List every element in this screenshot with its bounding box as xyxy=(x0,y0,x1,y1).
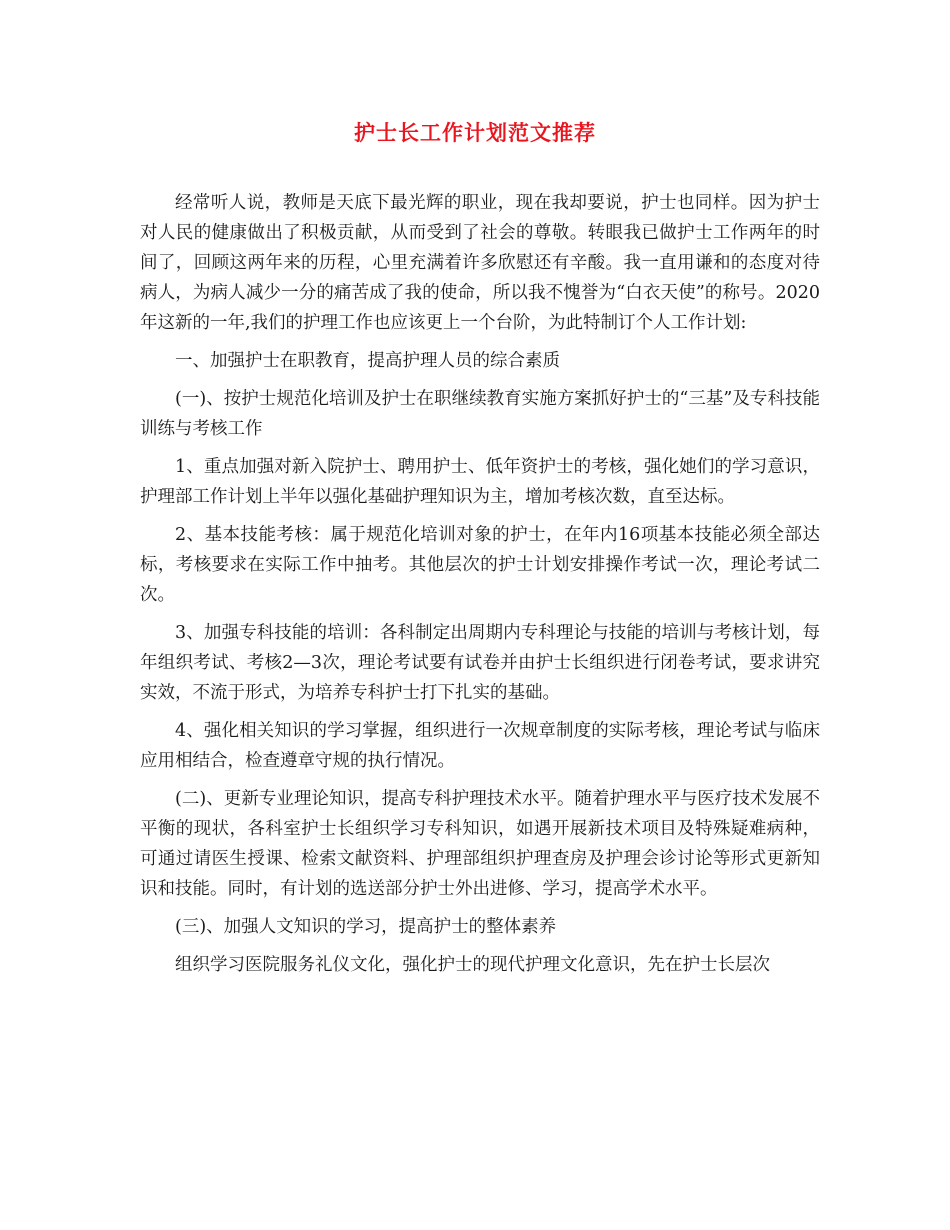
subheading-2: (二)、更新专业理论知识，提高专科护理技术水平。随着护理水平与医疗技术发展不平衡的现状，各科室护士长组织学习专科知识，如遇开展新技术项目及特殊疑难病种，可通过请医生授课、检索文献资料、护理部组织护理查房及护理会诊讨论等形式更新知识和技能。同时，有计划的选送部分护士外出进修、学习，提高学术水平。 xyxy=(140,789,820,899)
list-item-4: 4、强化相关知识的学习掌握，组织进行一次规章制度的实际考核，理论考试与临床应用相结合，检查遵章守规的执行情况。 xyxy=(140,721,820,771)
heading-section-1: 一、加强护士在职教育，提高护理人员的综合素质 xyxy=(175,351,560,371)
document-title: 护士长工作计划范文推荐 xyxy=(354,120,596,145)
paragraph-last: 组织学习医院服务礼仪文化，强化护士的现代护理文化意识，先在护士长层次 xyxy=(175,955,770,975)
paragraph-intro: 经常听人说，教师是天底下最光辉的职业，现在我却要说，护士也同样。因为护士对人民的健康做出了积极贡献，从而受到了社会的尊敬。转眼我已做护士工作两年的时间了，回顾这两年来的历程，心里充满着许多欣慰还有辛酸。我一直用谦和的态度对待病人，为病人减少一分的痛苦成了我的使命，所以我不愧誉为“白衣天使”的称号。2020年这新的一年,我们的护理工作也应该更上一个台阶，为此特制订个人工作计划: xyxy=(140,193,820,333)
list-item-1: 1、重点加强对新入院护士、聘用护士、低年资护士的考核，强化她们的学习意识，护理部工作计划上半年以强化基础护理知识为主，增加考核次数，直至达标。 xyxy=(140,457,820,507)
list-item-2: 2、基本技能考核：属于规范化培训对象的护士，在年内16项基本技能必须全部达标，考核要求在实际工作中抽考。其他层次的护士计划安排操作考试一次，理论考试二次。 xyxy=(140,525,820,605)
subheading-1: (一)、按护士规范化培训及护士在职继续教育实施方案抓好护士的“三基”及专科技能训练与考核工作 xyxy=(140,389,820,439)
list-item-3: 3、加强专科技能的培训：各科制定出周期内专科理论与技能的培训与考核计划，每年组织考试、考核2—3次，理论考试要有试卷并由护士长组织进行闭卷考试，要求讲究实效，不流于形式，为培养专科护士打下扎实的基础。 xyxy=(140,623,820,703)
subheading-3: (三)、加强人文知识的学习，提高护士的整体素养 xyxy=(175,917,557,937)
document-body xyxy=(140,188,820,988)
